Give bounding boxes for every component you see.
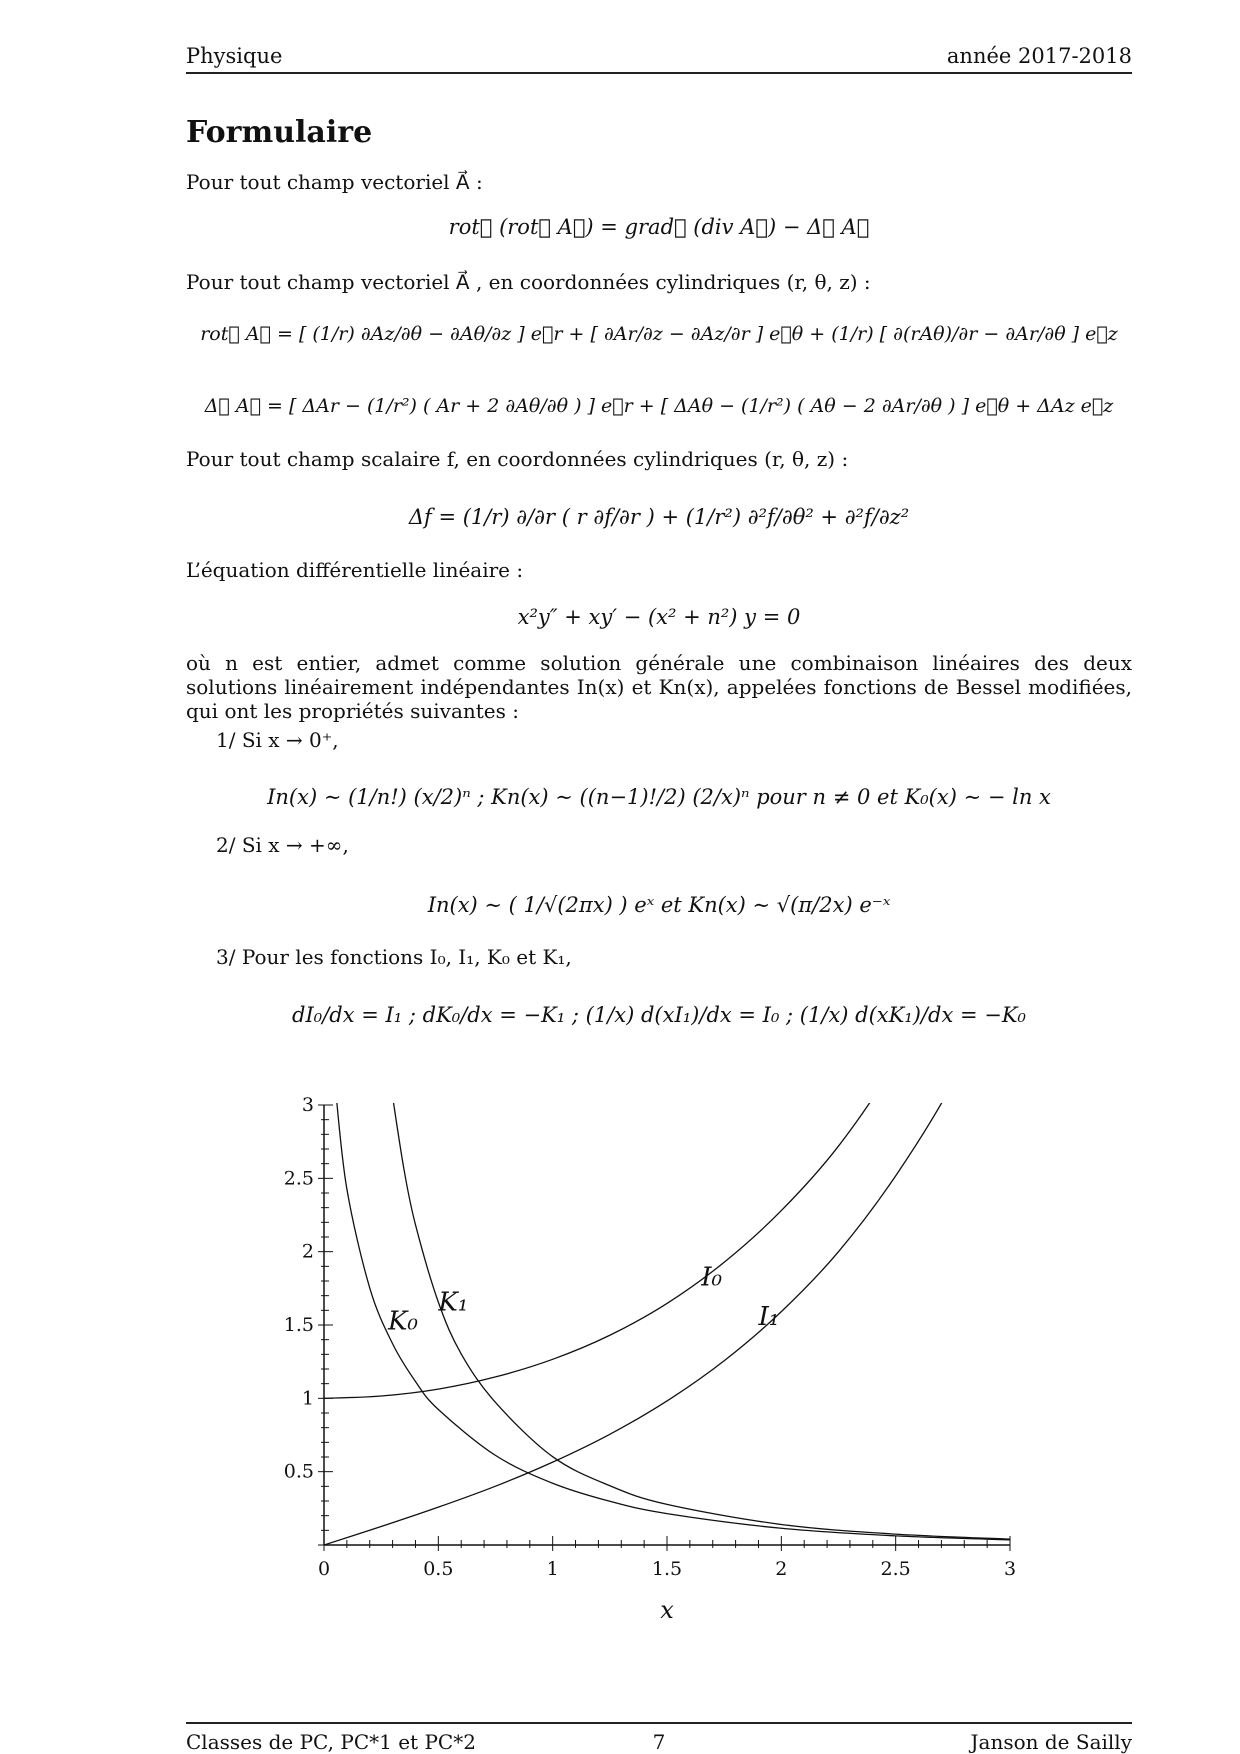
- series-k1-label: K₁: [438, 1287, 469, 1318]
- equation-laplacian-scalar: Δf = (1/r) ∂/∂r ( r ∂f/∂r ) + (1/r²) ∂²f/∂θ² + ∂²f/∂z²: [408, 505, 910, 529]
- equation-laplacian-vector: Δ⃗ A⃗ = [ ΔAr − (1/r²) ( Ar + 2 ∂Aθ/∂θ ) ] e⃗r + [ ΔAθ − (1/r²) ( Aθ − 2 ∂Ar/∂θ ) ] e⃗θ + ΔAz e⃗z: [204, 395, 1114, 417]
- x-tick-label: 1: [546, 1558, 559, 1580]
- y-tick-label: 1.5: [283, 1314, 314, 1336]
- footer-classes: Classes de PC, PC*1 et PC*2: [186, 1730, 476, 1754]
- paragraph-diff-equation: L’équation différentielle linéaire :: [186, 558, 524, 582]
- x-axis-label: x: [660, 1596, 674, 1624]
- y-tick-label: 2: [301, 1240, 314, 1263]
- series-k1-curve: [393, 1097, 1010, 1539]
- equation-rot-rot: rot⃗ (rot⃗ A⃗) = grad⃗ (div A⃗) − Δ⃗ A⃗: [448, 215, 870, 239]
- y-tick-label: 3: [301, 1094, 314, 1116]
- series-k0-label: K₀: [388, 1306, 418, 1337]
- y-tick-label: 2.5: [283, 1167, 314, 1190]
- header-year: année 2017-2018: [946, 44, 1132, 68]
- x-tick-label: 0: [317, 1558, 331, 1580]
- bessel-functions-chart: [270, 1085, 1050, 1645]
- footer-page-number: 7: [652, 1730, 666, 1754]
- equation-rot-cylindrical: rot⃗ A⃗ = [ (1/r) ∂Az/∂θ − ∂Aθ/∂z ] e⃗r + [ ∂Ar/∂z − ∂Az/∂r ] e⃗θ + (1/r) [ ∂(rAθ)/∂r − ∂Ar/∂θ ] e⃗z: [200, 323, 1118, 345]
- header-subject: Physique: [186, 44, 283, 68]
- paragraph-vector-field: Pour tout champ vectoriel A⃗ :: [186, 170, 483, 194]
- list-item-large-x: 2/ Si x → +∞,: [216, 833, 349, 857]
- page-header: [186, 42, 1132, 74]
- equation-derivatives: dI₀/dx = I₁ ; dK₀/dx = −K₁ ; (1/x) d(xI₁)/dx = I₀ ; (1/x) d(xK₁)/dx = −K₀: [292, 1003, 1026, 1027]
- paragraph-bessel-description: où n est entier, admet comme solution générale une combinaison linéaires des deux solutions linéairement indépendantes In(x) et Kn(x), appelées fonctions de Bessel modifiées, qui ont les propriétés suivantes :: [186, 651, 1132, 723]
- x-tick-label: 1.5: [651, 1558, 683, 1580]
- paragraph-vector-cylindrical: Pour tout champ vectoriel A⃗ , en coordonnées cylindriques (r, θ, z) :: [186, 270, 871, 294]
- y-tick-label: 1: [301, 1387, 314, 1410]
- series-i1-curve: [324, 1085, 1010, 1545]
- series-i0-label: I₀: [701, 1262, 723, 1293]
- section-title: Formulaire: [186, 115, 373, 150]
- x-tick-label: 0.5: [423, 1558, 454, 1580]
- equation-small-x: In(x) ∼ (1/n!) (x/2)ⁿ ; Kn(x) ∼ ((n−1)!/2) (2/x)ⁿ pour n ≠ 0 et K₀(x) ∼ − ln x: [267, 785, 1051, 809]
- x-tick-label: 3: [1003, 1558, 1017, 1580]
- y-tick-label: 0.5: [283, 1460, 314, 1483]
- equation-large-x: In(x) ∼ ( 1/√(2πx) ) eˣ et Kn(x) ∼ √(π/2x) e⁻ˣ: [427, 893, 891, 917]
- list-item-small-x: 1/ Si x → 0⁺,: [216, 728, 339, 752]
- series-i0-curve: [324, 1085, 999, 1398]
- equation-bessel: x²y″ + xy′ − (x² + n²) y = 0: [517, 605, 801, 629]
- series-i1-label: I₁: [758, 1302, 780, 1332]
- page-footer: [186, 1722, 1132, 1754]
- paragraph-scalar-cylindrical: Pour tout champ scalaire f, en coordonnées cylindriques (r, θ, z) :: [186, 447, 849, 471]
- x-tick-label: 2.5: [880, 1558, 911, 1580]
- x-tick-label: 2: [775, 1558, 788, 1580]
- footer-school: Janson de Sailly: [970, 1730, 1132, 1754]
- list-item-derivatives: 3/ Pour les fonctions I₀, I₁, K₀ et K₁,: [216, 945, 572, 969]
